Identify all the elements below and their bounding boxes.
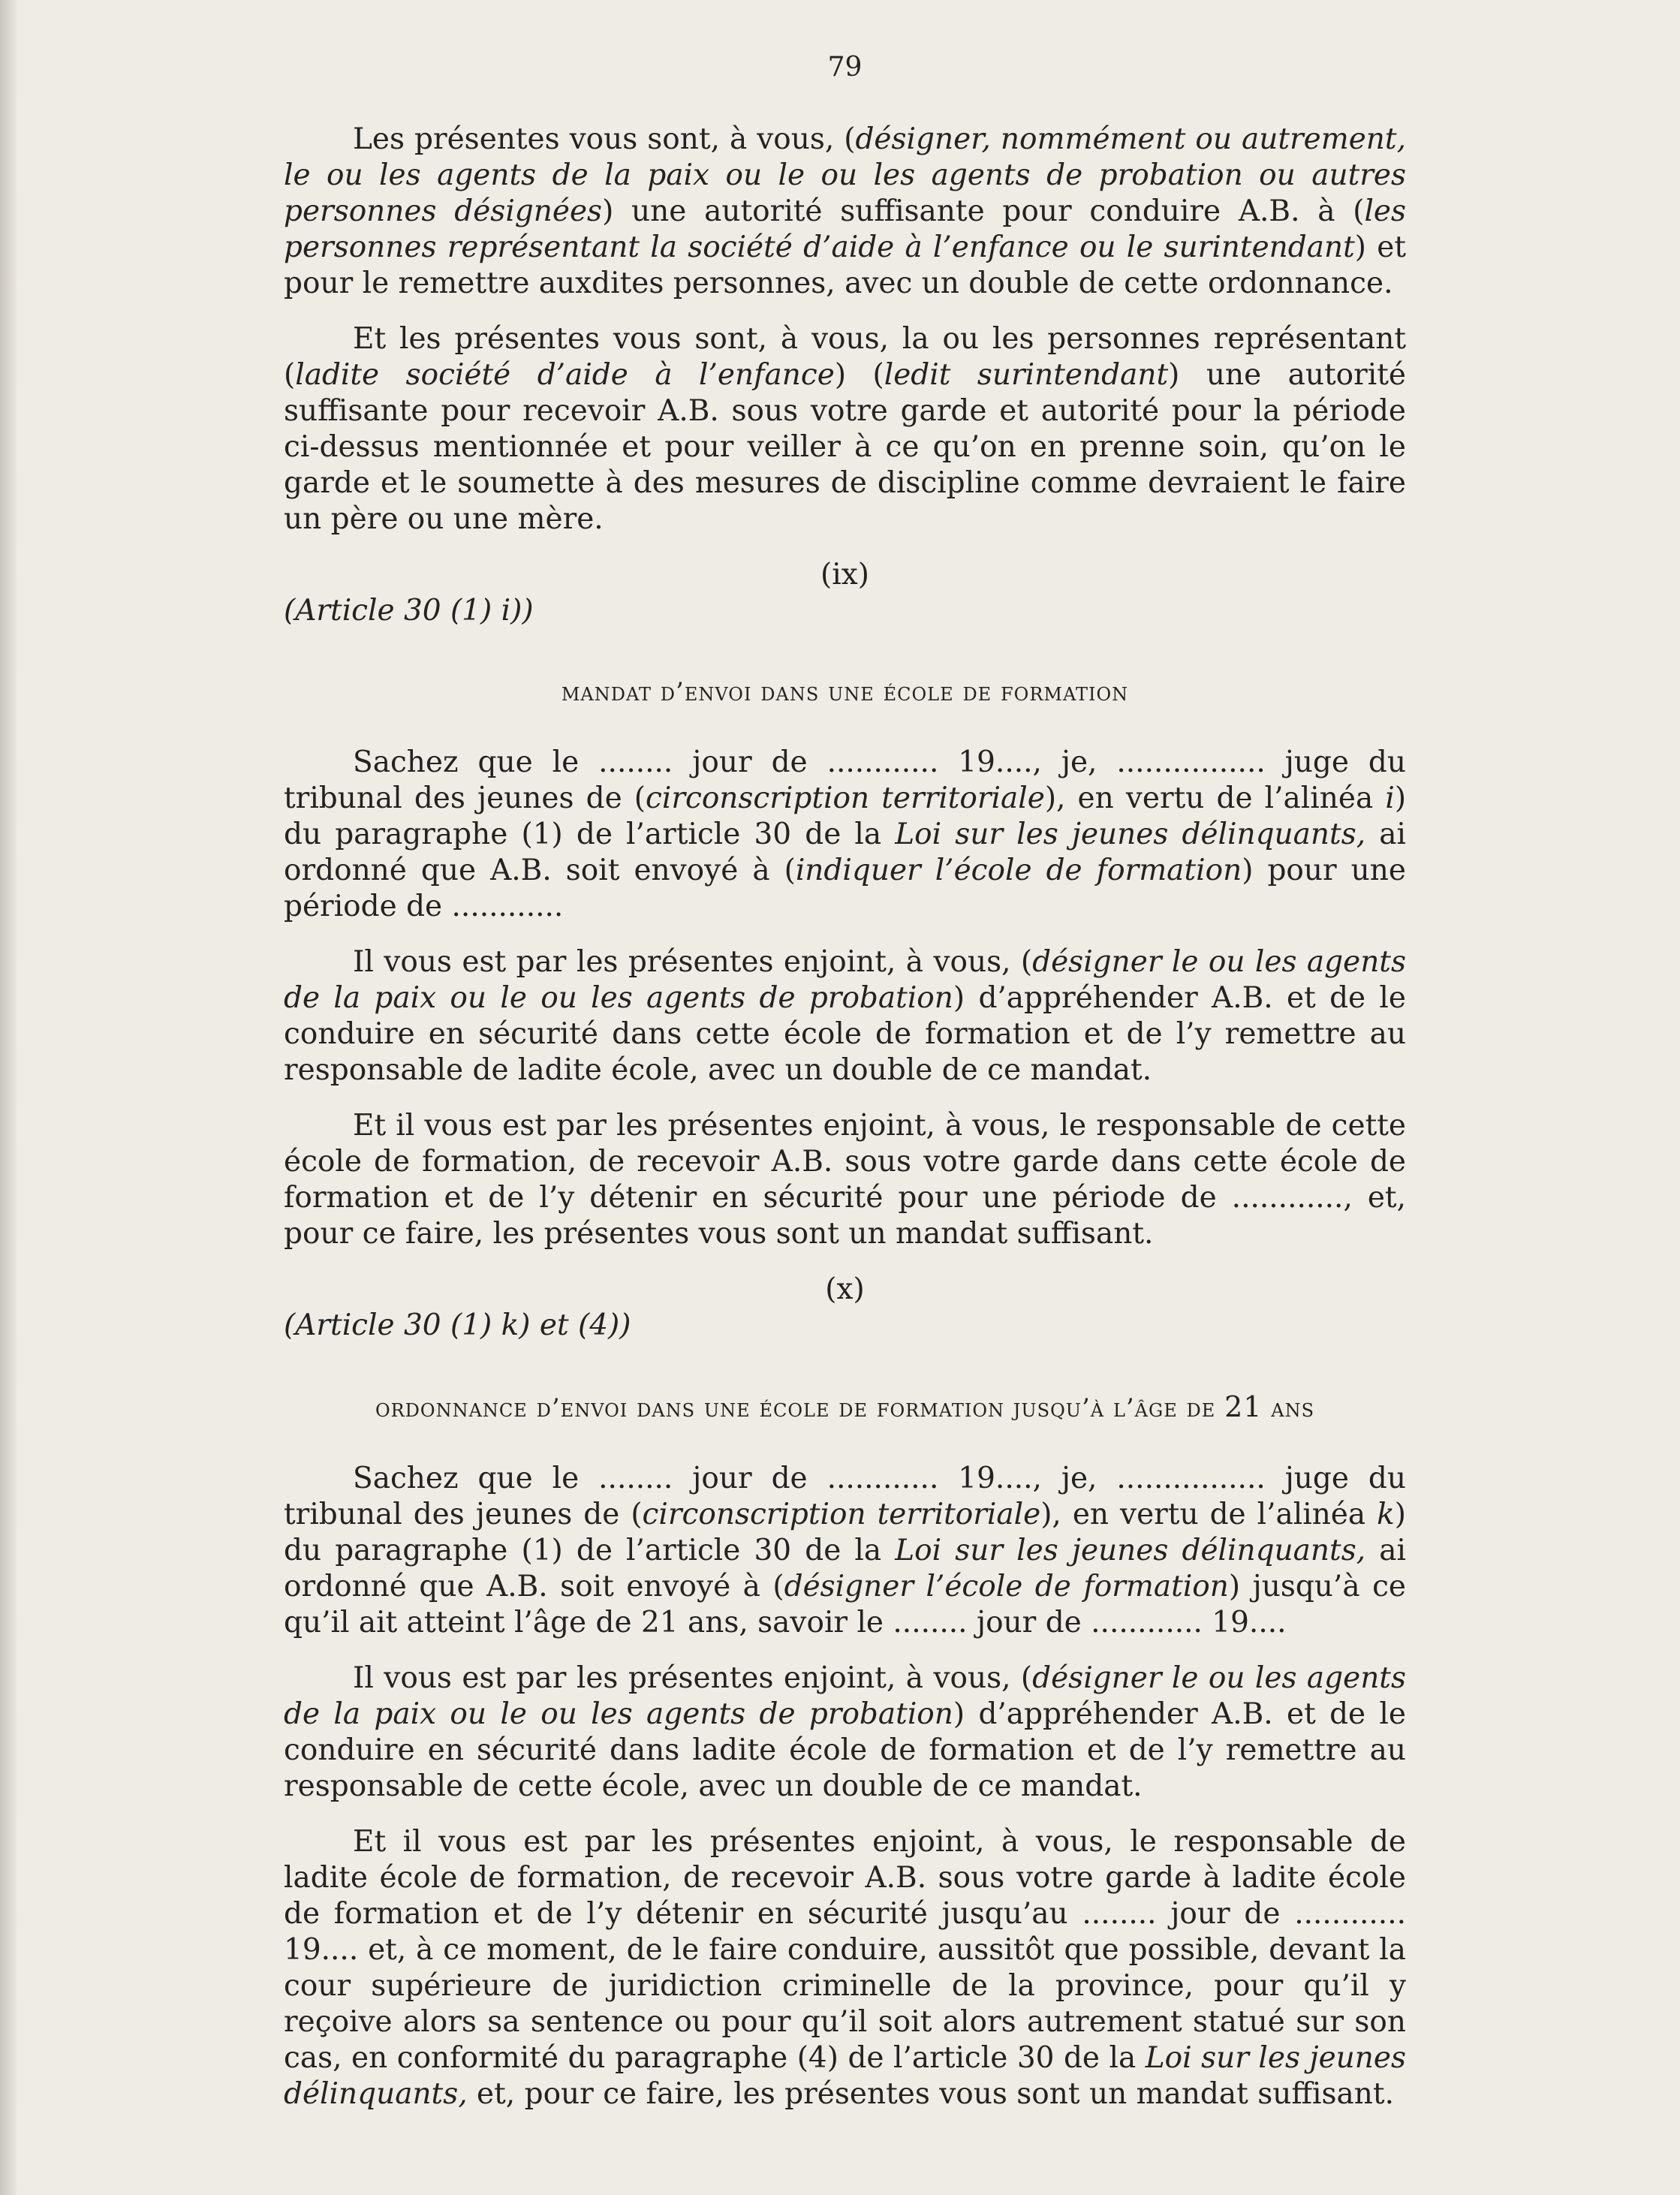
article-reference: (Article 30 (1) k) et (4)) — [284, 1308, 631, 1342]
paragraph: Il vous est par les présentes enjoint, à vous, (désigner le ou les agents de la paix ou le ou les agents de probation) d’appréhender A.B. et de le conduire en sécurité dans ladite école de formation et de l’y remettre au responsable de cette école, avec un double de ce mandat. — [284, 1661, 1406, 1803]
paragraph: Il vous est par les présentes enjoint, à vous, (désigner le ou les agents de la paix ou le ou les agents de probation) d’appréhender A.B. et de le conduire en sécurité dans cette école de formation et de l’y remettre au responsable de ladite école, avec un double de ce mandat. — [284, 945, 1406, 1087]
binding-edge — [0, 0, 17, 2195]
section-number: (ix) — [820, 558, 869, 592]
paragraph: Sachez que le ........ jour de ............ 19...., je, ................ juge du tribunal des jeunes de (circonscription territoriale), en vertu de l’alinéa i) du paragraphe (1) de l’article 30 de la Loi sur les jeunes délinquants, ai ordonné que A.B. soit envoyé à (indiquer l’école de formation) pour une période de ............ — [284, 745, 1407, 923]
section-heading: mandat d’envoi dans une école de formation — [561, 677, 1129, 707]
section-reference — [284, 1272, 1406, 1344]
paragraph: Les présentes vous sont, à vous, (désigner, nommément ou autrement, le ou les agents de la paix ou le ou les agents de probation ou autres personnes désignées) une autorité suffisante pour conduire A.B. à (les personnes représentant la société d’aide à l’enfance ou le surintendant) et pour le remettre auxdites personnes, avec un double de cette ordonnance. — [284, 122, 1407, 300]
page-content — [284, 51, 1406, 2132]
page-number: 79 — [827, 52, 863, 83]
article-reference: (Article 30 (1) i)) — [284, 594, 534, 628]
section-number: (x) — [825, 1272, 865, 1306]
paragraph: Et il vous est par les présentes enjoint, à vous, le responsable de ladite école de formation, de recevoir A.B. sous votre garde à ladite école de formation et de l’y détenir en sécurité jusqu’au ........ jour de ............ 19.... et, à ce moment, de le faire conduire, aussitôt que possible, devant la cour supérieure de juridiction criminelle de la province, pour qu’il y reçoive alors sa sentence ou pour qu’il soit alors autrement statué sur son cas, en conformité du paragraphe (4) de l’article 30 de la Loi sur les jeunes délinquants, et, pour ce faire, les présentes vous sont un mandat suffisant. — [284, 1825, 1407, 2111]
paragraph: Et il vous est par les présentes enjoint, à vous, le responsable de cette école de formation, de recevoir A.B. sous votre garde dans cette école de formation et de l’y détenir en sécurité pour une période de ............, et, pour ce faire, les présentes vous sont un mandat suffisant. — [284, 1109, 1406, 1251]
paragraph: Sachez que le ........ jour de ............ 19...., je, ................ juge du tribunal des jeunes de (circonscription territoriale), en vertu de l’alinéa k) du paragraphe (1) de l’article 30 de la Loi sur les jeunes délinquants, ai ordonné que A.B. soit envoyé à (désigner l’école de formation) jusqu’à ce qu’il ait atteint l’âge de 21 ans, savoir le ........ jour de ............ 19.... — [284, 1462, 1407, 1639]
section-reference — [284, 557, 1406, 629]
paragraph: Et les présentes vous sont, à vous, la ou les personnes représentant (ladite société d’aide à l’enfance) (ledit surintendant) une autorité suffisante pour recevoir A.B. sous votre garde et autorité pour la période ci-dessus mentionnée et pour veiller à ce qu’on en prenne soin, qu’on le garde et le soumette à des mesures de discipline comme devraient le faire un père ou une mère. — [284, 322, 1407, 536]
section-heading: ordonnance d’envoi dans une école de formation jusqu’à l’âge de 21 ans — [375, 1390, 1315, 1423]
